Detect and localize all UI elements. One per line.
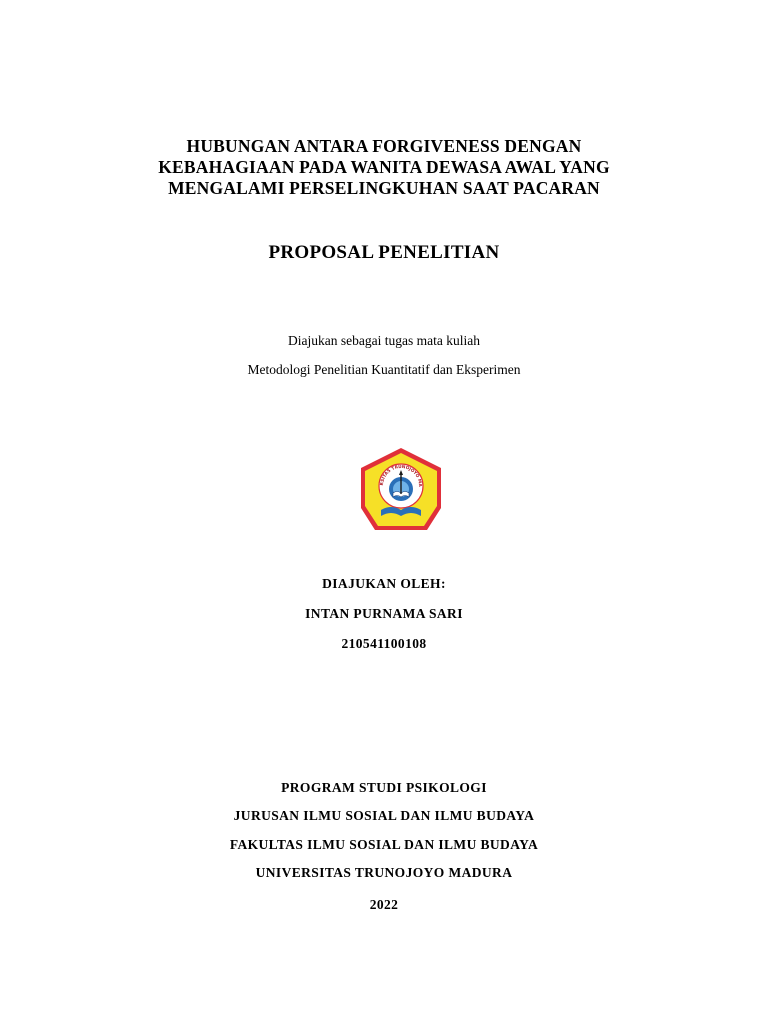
department-line: JURUSAN ILMU SOSIAL DAN ILMU BUDAYA: [233, 808, 535, 823]
program-line: PROGRAM STUDI PSIKOLOGI: [281, 780, 487, 795]
submission-line-2: Metodologi Penelitian Kuantitatif dan Eksperimen: [247, 362, 521, 377]
title-line-1: HUBUNGAN ANTARA FORGIVENESS DENGAN: [186, 136, 582, 156]
author-label: DIAJUKAN OLEH:: [322, 576, 446, 591]
faculty-line: FAKULTAS ILMU SOSIAL DAN ILMU BUDAYA: [229, 837, 539, 852]
title-line-3: MENGALAMI PERSELINGKUHAN SAAT PACARAN: [168, 178, 600, 198]
seal-text: RSITAS TRUNOJOYO MA: [379, 464, 423, 487]
document-type: PROPOSAL PENELITIAN: [268, 242, 500, 263]
author-nim: 210541100108: [341, 636, 427, 651]
year: 2022: [369, 897, 399, 912]
submission-line-1: Diajukan sebagai tugas mata kuliah: [288, 333, 480, 348]
title-line-2: KEBAHAGIAAN PADA WANITA DEWASA AWAL YANG: [158, 157, 610, 177]
author-name: INTAN PURNAMA SARI: [305, 606, 463, 621]
university-line: UNIVERSITAS TRUNOJOYO MADURA: [255, 865, 513, 880]
university-seal-icon: [357, 446, 445, 534]
